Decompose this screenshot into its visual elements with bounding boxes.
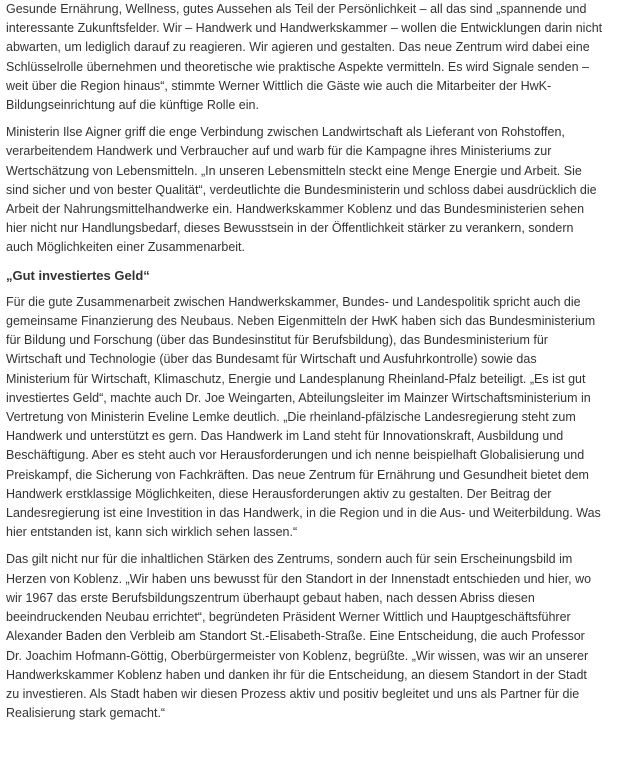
article-paragraph-1: Gesunde Ernährung, Wellness, gutes Aussehen als Teil der Persönlichkeit – all das sind „spannende und interessante Zukunftsfelder. Wir – Handwerk und Handwerkskammer – wollen die Entwicklungen darin nicht abwarten, um lediglich darauf zu reagieren. Wir agieren und gestalten. Das neue Zentrum wird dabei eine Schlüsselrolle übernehmen und theoretische wie praktische Aspekte vermitteln. Es wird Signale senden – weit über die Region hinaus“, stimmte Werner Wittlich die Gäste wie auch die Mitarbeiter der HwK- Bildungseinrichtung auf die künftige Rolle ein. — [6, 2, 603, 113]
article-body — [6, 0, 626, 731]
article-paragraph-2: Ministerin Ilse Aigner griff die enge Verbindung zwischen Landwirtschaft als Lieferant von Rohstoffen, verarbeitendem Handwerk und Verbraucher auf und warb für die Kampagne ihres Ministeriums zur Wertschätzung von Lebensmitteln. „In unseren Lebensmitteln steckt eine Menge Energie und Arbeit. Sie sind sicher und von bester Qualität“, verdeutlichte die Bundesministerin und schloss dabei ausdrücklich die Arbeit der Nahrungsmittelhandwerke ein. Handwerkskammer Koblenz und das Bundesministerien sehen hier nicht nur Handlungsbedarf, dieses Bewusstsein in der Öffentlichkeit stärker zu verankern, sondern auch Möglichkeiten einer Zusammenarbeit. — [6, 125, 597, 255]
article-subheading: „Gut investiertes Geld“ — [6, 267, 150, 283]
article-paragraph-3: Für die gute Zusammenarbeit zwischen Handwerkskammer, Bundes- und Landespolitik spricht auch die gemeinsame Finanzierung des Neubaus. Neben Eigenmitteln der HwK haben sich das Bundesministerium für Bildung und Forschung (über das Bundesinstitut für Berufsbildung), das Bundesministerium für Wirtschaft und Technologie (über das Bundesamt für Wirtschaft und Ausfuhrkontrolle) sowie das Ministerium für Wirtschaft, Klimaschutz, Energie und Landesplanung Rheinland-Pfalz beteiligt. „Es ist gut investiertes Geld“, machte auch Dr. Joe Weingarten, Abteilungsleiter im Mainzer Wirtschaftsministerium in Vertretung von Ministerin Eveline Lemke deutlich. „Die rheinland-pfälzische Landesregierung steht zum Handwerk und unterstützt es gern. Das Handwerk im Land steht für Innovationskraft, Ausbildung und Beschäftigung. Aber es steht auch vor Herausforderungen und ich nenne beispielhaft Globalisierung und Preiskampf, die Sicherung von Fachkräften. Das neue Zentrum für Ernährung und Gesundheit bietet dem Handwerk erstklassige Möglichkeiten, diese Herausforderungen aktiv zu gestalten. Der Beitrag der Landesregierung ist eine Investition in das Handwerk, in die Region und in die Aus- und Weiterbildung. Was hier entstanden ist, kann sich wirklich sehen lassen.“ — [6, 294, 601, 540]
article-paragraph-4: Das gilt nicht nur für die inhaltlichen Stärken des Zentrums, sondern auch für sein Erscheinungsbild im Herzen von Koblenz. „Wir haben uns bewusst für den Standort in der Innenstadt entschieden und hier, wo wir 1967 das erste Berufsbildungszentrum überhaupt gebaut haben, nach dessen Abriss diesen beeindruckenden Neubau errichtet“, begründeten Präsident Werner Wittlich und Hauptgeschäftsführer Alexander Baden den Verbleib am Standort St.-Elisabeth-Straße. Eine Entscheidung, die auch Professor Dr. Joachim Hofmann-Göttig, Oberbürgermeister von Koblenz, begrüßte. „Wir wissen, was wir an unserer Handwerkskammer Koblenz haben und danken ihr für die Entscheidung, an diesem Standort in der Stadt zu investieren. Als Stadt haben wir diesen Prozess aktiv und positiv begleitet und uns als Partner für die Realisierung stark gemacht.“ — [6, 552, 592, 721]
